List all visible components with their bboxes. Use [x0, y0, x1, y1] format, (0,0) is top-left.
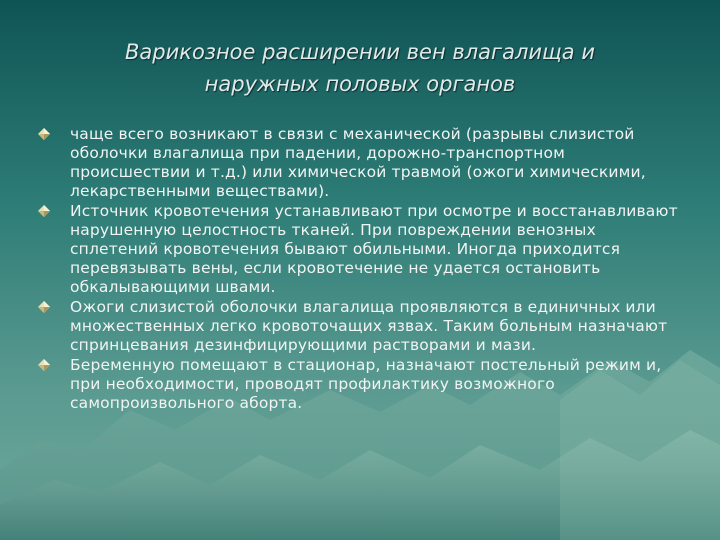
bullet-text: чаще всего возникают в связи с механической (разрывы слизистой оболочки влагалища при падении, дорожно-транспортном происшествии и т.д.) или химической травмой (ожоги химическими, лекарственными веществами). [70, 125, 646, 200]
bullet-list [38, 125, 688, 413]
bullet-item [38, 298, 688, 355]
slide-title [40, 36, 680, 100]
diamond-bullet-icon [38, 301, 50, 313]
bullet-item [38, 356, 688, 413]
title-line-1: Варикозное расширении вен влагалища и [125, 40, 595, 64]
title-line-2: наружных половых органов [204, 72, 516, 96]
diamond-bullet-icon [38, 359, 50, 371]
bullet-item [38, 202, 688, 297]
diamond-bullet-icon [38, 128, 50, 140]
bullet-item [38, 125, 688, 201]
bullet-text: Источник кровотечения устанавливают при осмотре и восстанавливают нарушенную целостность тканей. При повреждении венозных сплетений кровотечения бывают обильными. Иногда приходится перевязывать вены, если кровотечение не удается остановить обкалывающими швами. [70, 202, 678, 296]
bullet-text: Ожоги слизистой оболочки влагалища проявляются в единичных или множественных легко кровоточащих язвах. Таким больным назначают спринцевания дезинфицирующими растворами и мази. [70, 298, 668, 354]
bullet-text: Беременную помещают в стационар, назначают постельный режим и, при необходимости, проводят профилактику возможного самопроизвольного аборта. [70, 356, 662, 412]
diamond-bullet-icon [38, 205, 50, 217]
